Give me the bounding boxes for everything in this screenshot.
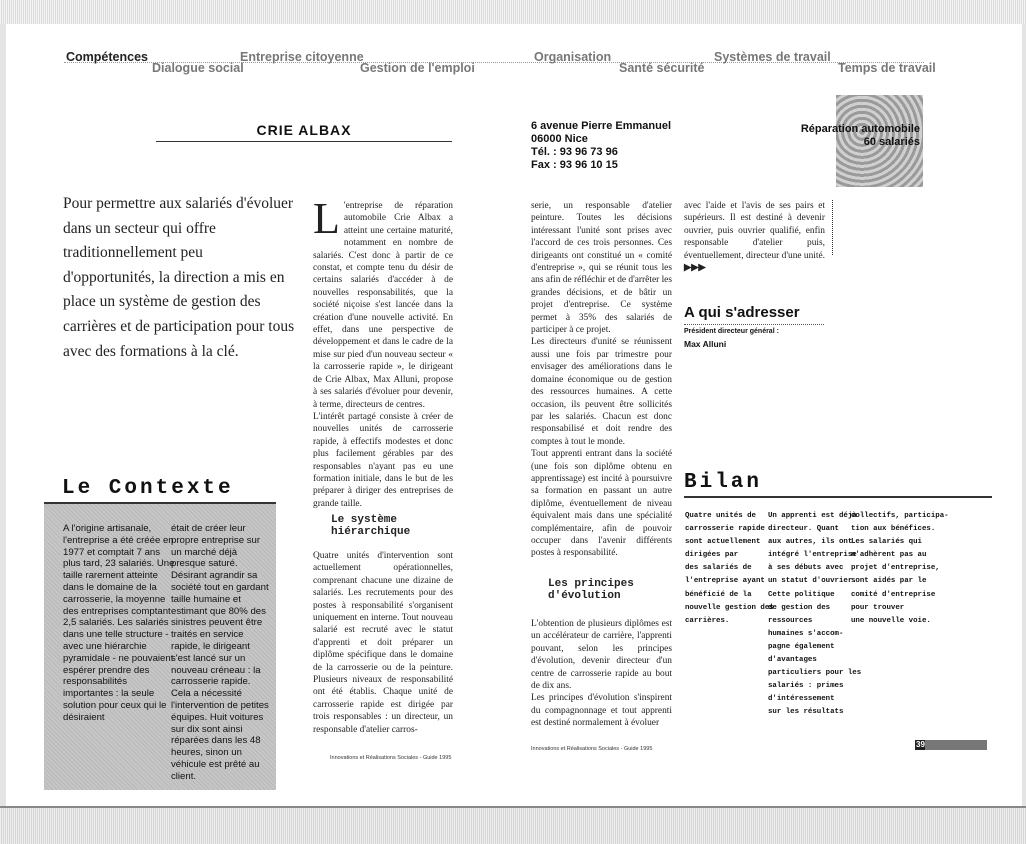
sector-label: Réparation automobile bbox=[800, 123, 920, 135]
bilan-line: directeur. Quant bbox=[768, 525, 839, 534]
col1-paragraph-1: 'entreprise de réparation automobile Crie Albax a atteint une certaine maturité, notamment en nombre de salariés. C'est donc à partir de ce constat, et compte tenu du désir de certains salariés d'accéder à de nouvelles responsabilités, que la société niçoise s'est lancée dans la création d'une nouvelle activité. En effet, dans une perspective de développement et dans le cadre de la mise sur pied d'un nouveau secteur « la carrosserie rapide », le dirigeant de Crie Albax, Max Alluni, propose à ses salariés d'évoluer pour devenir, à terme, directeurs de centres. bbox=[313, 201, 453, 410]
article-column-1-continued bbox=[313, 550, 453, 736]
bilan-line: carrières. bbox=[685, 616, 730, 625]
bilan-line: intégré l'entreprise bbox=[768, 551, 857, 560]
contexte-title: Le Contexte bbox=[62, 477, 234, 500]
scan-border-top bbox=[0, 0, 1026, 24]
nav-systemes-travail: Systèmes de travail bbox=[714, 50, 831, 64]
address-city: 06000 Nice bbox=[531, 133, 588, 145]
bilan-line: sont aidés par le bbox=[851, 577, 927, 586]
bilan-line: Un apprenti est déjà bbox=[768, 512, 857, 520]
footer-right: Innovations et Réalisations Sociales - Guide 1995 bbox=[531, 746, 653, 752]
end-mark: ▶▶▶ bbox=[684, 263, 706, 274]
bilan-line: Quatre unités de bbox=[685, 512, 756, 520]
article-column-3 bbox=[684, 200, 825, 274]
nav-dialogue-social: Dialogue social bbox=[152, 61, 244, 75]
bilan-line: sur les résultats bbox=[768, 708, 844, 717]
bilan-title: Bilan bbox=[684, 471, 763, 494]
col2-paragraph-5: Les principes d'évolution s'inspirent du compagnonnage et tout apprenti est destiné normalement à évoluer bbox=[531, 693, 672, 729]
bilan-column-3 bbox=[851, 510, 949, 628]
dropcap: L bbox=[313, 194, 340, 243]
bilan-line: collectifs, participa- bbox=[851, 512, 949, 520]
bilan-line: de gestion des bbox=[768, 603, 831, 612]
scan-border-left bbox=[0, 24, 6, 806]
bilan-line: d'avantages bbox=[768, 656, 817, 665]
bilan-line: sont actuellement bbox=[685, 538, 761, 547]
address-fax: Fax : 93 96 10 15 bbox=[531, 159, 618, 171]
company-address bbox=[531, 120, 671, 172]
contact-name: Max Alluni bbox=[684, 339, 727, 349]
address-tel: Tél. : 93 96 73 96 bbox=[531, 146, 618, 158]
col3-text: avec l'aide et l'avis de ses pairs et supérieurs. Il est destiné à devenir ouvrier, puis ouvrier qualifié, enfin responsable d'atelier puis, éventuellement, directeur d'une unité. bbox=[684, 201, 825, 261]
company-title: CRIE ALBAX bbox=[156, 122, 452, 142]
nav-gestion-emploi: Gestion de l'emploi bbox=[360, 61, 475, 75]
bilan-line: ressources bbox=[768, 616, 813, 625]
bilan-line: aux autres, ils ont bbox=[768, 538, 853, 547]
contexte-column-2: était de créer leur propre entreprise sur un marché déjà presque saturé. Désirant agrandir sa société tout en gardant taille humaine et estimant que 80% des sinistres peuvent être traités en service rapide, le dirigeant s'est lancé sur un nouveau créneau : la carrosserie rapide. Cela a nécessité l'intervention de petites équipes. Huit voitures sur dix sont ainsi réparées dans les 48 heures, sinon un véhicule est prêté au client. bbox=[171, 523, 269, 782]
article-column-2-continued bbox=[531, 618, 672, 730]
col2-paragraph-2: Les directeurs d'unité se réunissent aussi une fois par trimestre pour envisager des améliorations dans le domaine économique ou de gestion des ressources humaines. A cette occasion, ils peuvent être sollicités par les salariés. Chacun est donc responsabilisé et doit rendre des comptes à tout le monde. bbox=[531, 337, 672, 447]
bilan-line: un statut d'ouvrier. bbox=[768, 577, 857, 586]
col1-paragraph-3: Quatre unités d'intervention sont actuellement opérationnelles, comprenant chacune une dizaine de salariés. Les recrutements pour des postes à responsabilité s'organisent uniquement en interne. Tout nouveau salarié est recruté avec le statut d'apprenti et doit préparer un diplôme spécifique dans le domaine de la carrosserie ou de la peinture. Plusieurs niveaux de responsabilité ont été établis. Chaque unité de carrosserie rapide est dirigée par trois responsables : un directeur, un responsable d'atelier carros- bbox=[313, 551, 453, 735]
bilan-line: tion aux bénéfices. bbox=[851, 525, 936, 534]
col2-paragraph-3: Tout apprenti entrant dans la société (une fois son diplôme obtenu en apprentissage) est incité à poursuivre sa formation en passant un autre diplôme, éventuellement de niveau équivalent mais dans une spécialité complémentaire, afin de pouvoir occuper dans l'avenir différents postes à responsabilité. bbox=[531, 449, 672, 559]
article-column-1 bbox=[313, 194, 453, 510]
bilan-line: comité d'entreprise bbox=[851, 590, 936, 599]
nav-sante-securite: Santé sécurité bbox=[619, 61, 705, 75]
col1-paragraph-2: L'intérêt partagé consiste à créer de nouvelles unités de carrosserie rapide, à effectifs modestes et donc plus facilement gérables par des responsables n'ayant pas eu une formation initiale, dans le but de les préparer à diriger des entreprises de grande taille. bbox=[313, 411, 453, 509]
bilan-line: pour trouver bbox=[851, 603, 905, 612]
address-street: 6 avenue Pierre Emmanuel bbox=[531, 120, 672, 132]
bilan-line: dirigées par bbox=[685, 551, 739, 560]
scan-border-right bbox=[1022, 24, 1026, 806]
subhead-principes-evolution: Les principes d'évolution bbox=[548, 578, 634, 602]
bilan-line: particuliers pour les bbox=[768, 669, 862, 678]
footer-left: Innovations et Réalisations Sociales - Guide 1995 bbox=[330, 755, 452, 761]
bilan-line: Les salariés qui bbox=[851, 538, 922, 547]
bilan-line: une nouvelle voie. bbox=[851, 616, 931, 625]
nav-entreprise-citoyenne: Entreprise citoyenne bbox=[240, 50, 364, 64]
col2-paragraph-1: serie, un responsable d'atelier peinture. Toutes les décisions intéressant l'unité sont prises avec l'accord de ces trois personnes. Ces dirigeants ont constitué un « comité d'entreprise », qui se réunit tous les ans afin de réfléchir et de d'arrêter les grandes décisions, et de bâtir un projet d'entreprise. Ce système permet à 35% des salariés de participer à ce projet. bbox=[531, 201, 672, 336]
nav-competences: Compétences bbox=[66, 50, 148, 64]
bilan-line: carrosserie rapide bbox=[685, 525, 765, 534]
bilan-line: projet d'entreprise, bbox=[851, 564, 940, 573]
bilan-line: n'adhèrent pas au bbox=[851, 551, 927, 560]
column-divider bbox=[832, 200, 833, 255]
bilan-column-2 bbox=[768, 510, 861, 720]
contact-title: A qui s'adresser bbox=[684, 304, 800, 321]
bilan-line: pagne également bbox=[768, 642, 835, 651]
article-column-2 bbox=[531, 200, 672, 560]
intro-paragraph: Pour permettre aux salariés d'évoluer dans un secteur qui offre traditionnellement peu d'opportunités, la direction a mis en place un système de gestion des carrières et de participation pour tous avec des formations à la clé. bbox=[63, 195, 295, 360]
col2-paragraph-4: L'obtention de plusieurs diplômes est un accélérateur de carrière, l'apprenti pouvant, selon les principes d'évolution, devenir directeur d'un centre de carrosserie rapide au bout de dix ans. bbox=[531, 619, 672, 692]
page-number-bar bbox=[915, 740, 987, 750]
contact-role: Président directeur général : bbox=[684, 328, 779, 335]
bilan-line: bénéficié de la bbox=[685, 590, 752, 599]
col3-paragraph bbox=[684, 200, 825, 274]
photo-caption bbox=[780, 123, 920, 149]
nav-organisation: Organisation bbox=[534, 50, 612, 64]
contexte-column-1: A l'origine artisanale, l'entreprise a été créée en 1977 et comptait 7 ans plus tard, 23 salariés. Une taille rarement atteinte dans le domaine de la carrosserie, la moyenne des entreprises comptant 2,5 salariés. Les salariés dans une telle structure - avec une hiérarchie pyramidale - ne pouvaient espérer prendre des responsabilités importantes : la seule solution pour ceux qui le désiraient bbox=[63, 523, 175, 723]
subhead-systeme-hierarchique: Le système hiérarchique bbox=[331, 514, 411, 538]
bilan-line: à ses débuts avec bbox=[768, 564, 844, 573]
bilan-rule bbox=[684, 496, 992, 498]
bilan-line: humaines s'accom- bbox=[768, 629, 844, 638]
bilan-column-1 bbox=[685, 510, 774, 628]
nav-temps-travail: Temps de travail bbox=[838, 61, 936, 75]
employees-label: 60 salariés bbox=[863, 136, 920, 148]
bilan-line: l'entreprise ayant bbox=[685, 577, 765, 586]
bilan-line: nouvelle gestion des bbox=[685, 603, 774, 612]
bilan-line: salariés : primes bbox=[768, 682, 844, 691]
bilan-line: des salariés de bbox=[685, 564, 752, 573]
page-number: 39 bbox=[916, 740, 925, 749]
bilan-line: Cette politique bbox=[768, 590, 835, 599]
scan-border-bottom bbox=[0, 806, 1026, 844]
bilan-line: d'intéressement bbox=[768, 695, 835, 704]
contact-rule bbox=[684, 324, 824, 325]
